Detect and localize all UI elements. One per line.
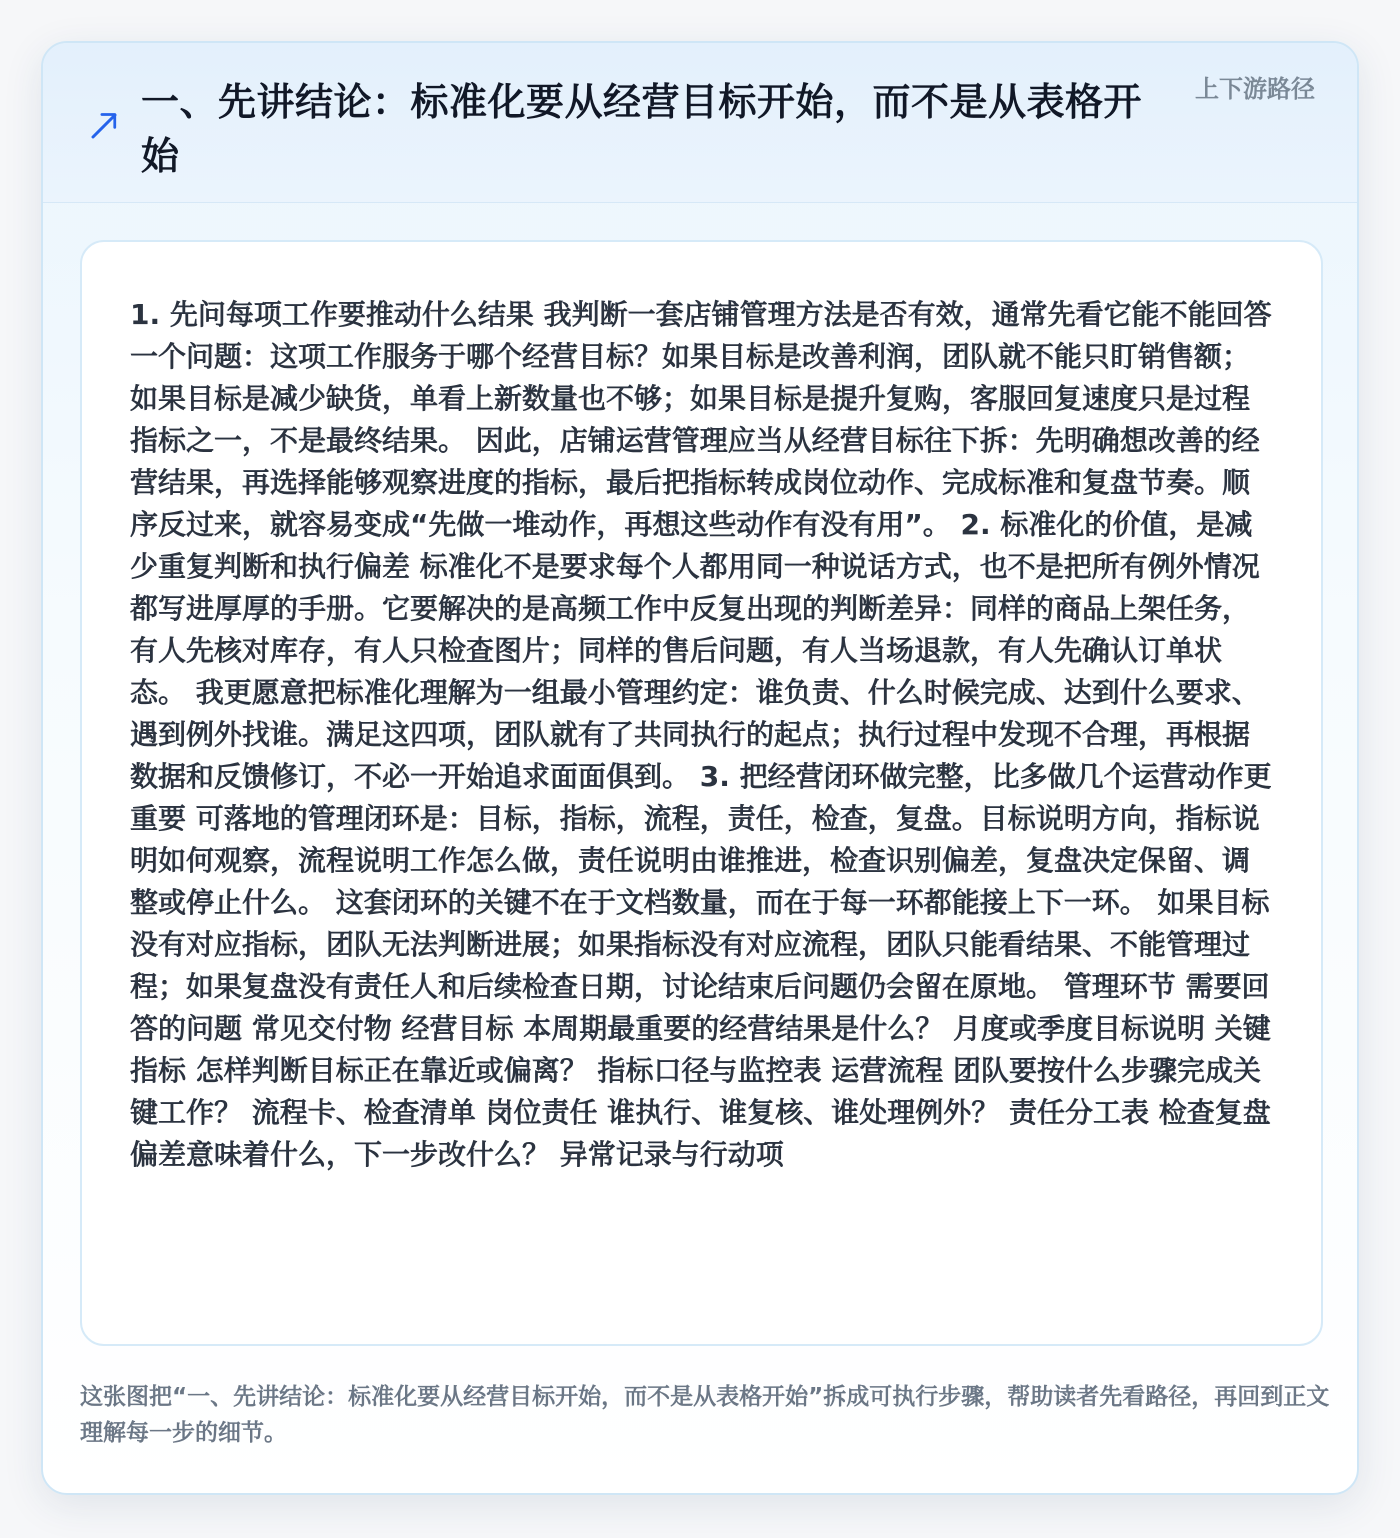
section-title: 一、先讲结论：标准化要从经营目标开始，而不是从表格开始 xyxy=(141,80,1143,178)
card-header xyxy=(43,43,1357,203)
figure-caption: 这张图把“一、先讲结论：标准化要从经营目标开始，而不是从表格开始”拆成可执行步骤，帮助读者先看路径，再回到正文理解每一步的细节。 xyxy=(80,1384,1330,1446)
arrow-up-right-icon xyxy=(87,109,121,143)
content-card xyxy=(41,41,1359,1495)
section-tag: 上下游路径 xyxy=(1195,75,1315,103)
body-panel xyxy=(80,240,1323,1346)
body-text: 1. 先问每项工作要推动什么结果 我判断一套店铺管理方法是否有效，通常先看它能不能回答一个问题：这项工作服务于哪个经营目标？如果目标是改善利润，团队就不能只盯销售额；如果目标是减少缺货，单看上新数量也不够；如果目标是提升复购，客服回复速度只是过程指标之一，不是最终结果。 因此，店铺运营管理应当从经营目标往下拆：先明确想改善的经营结果，再选择能够观察进度的指标，最后把指标转成岗位动作、完成标准和复盘节奏。顺序反过来，就容易变成“先做一堆动作，再想这些动作有没有用”。 2. 标准化的价值，是减少重复判断和执行偏差 标准化不是要求每个人都用同一种说话方式，也不是把所有例外情况都写进厚厚的手册。它要解决的是高频工作中反复出现的判断差异：同样的商品上架任务，有人先核对库存，有人只检查图片；同样的售后问题，有人当场退款，有人先确认订单状态。 我更愿意把标准化理解为一组最小管理约定：谁负责、什么时候完成、达到什么要求、遇到例外找谁。满足这四项，团队就有了共同执行的起点；执行过程中发现不合理，再根据数据和反馈修订，不必一开始追求面面俱到。 3. 把经营闭环做完整，比多做几个运营动作更重要 可落地的管理闭环是：目标，指标，流程，责任，检查，复盘。目标说明方向，指标说明如何观察，流程说明工作怎么做，责任说明由谁推进，检查识别偏差，复盘决定保留、调整或停止什么。 这套闭环的关键不在于文档数量，而在于每一环都能接上下一环。 如果目标没有对应指标，团队无法判断进展；如果指标没有对应流程，团队只能看结果、不能管理过程；如果复盘没有责任人和后续检查日期，讨论结束后问题仍会留在原地。 管理环节 需要回答的问题 常见交付物 经营目标 本周期最重要的经营结果是什么？ 月度或季度目标说明 关键指标 怎样判断目标正在靠近或偏离？ 指标口径与监控表 运营流程 团队要按什么步骤完成关键工作？ 流程卡、检查清单 岗位责任 谁执行、谁复核、谁处理例外？ 责任分工表 检查复盘 偏差意味着什么，下一步改什么？ 异常记录与行动项 xyxy=(130,298,1272,1171)
